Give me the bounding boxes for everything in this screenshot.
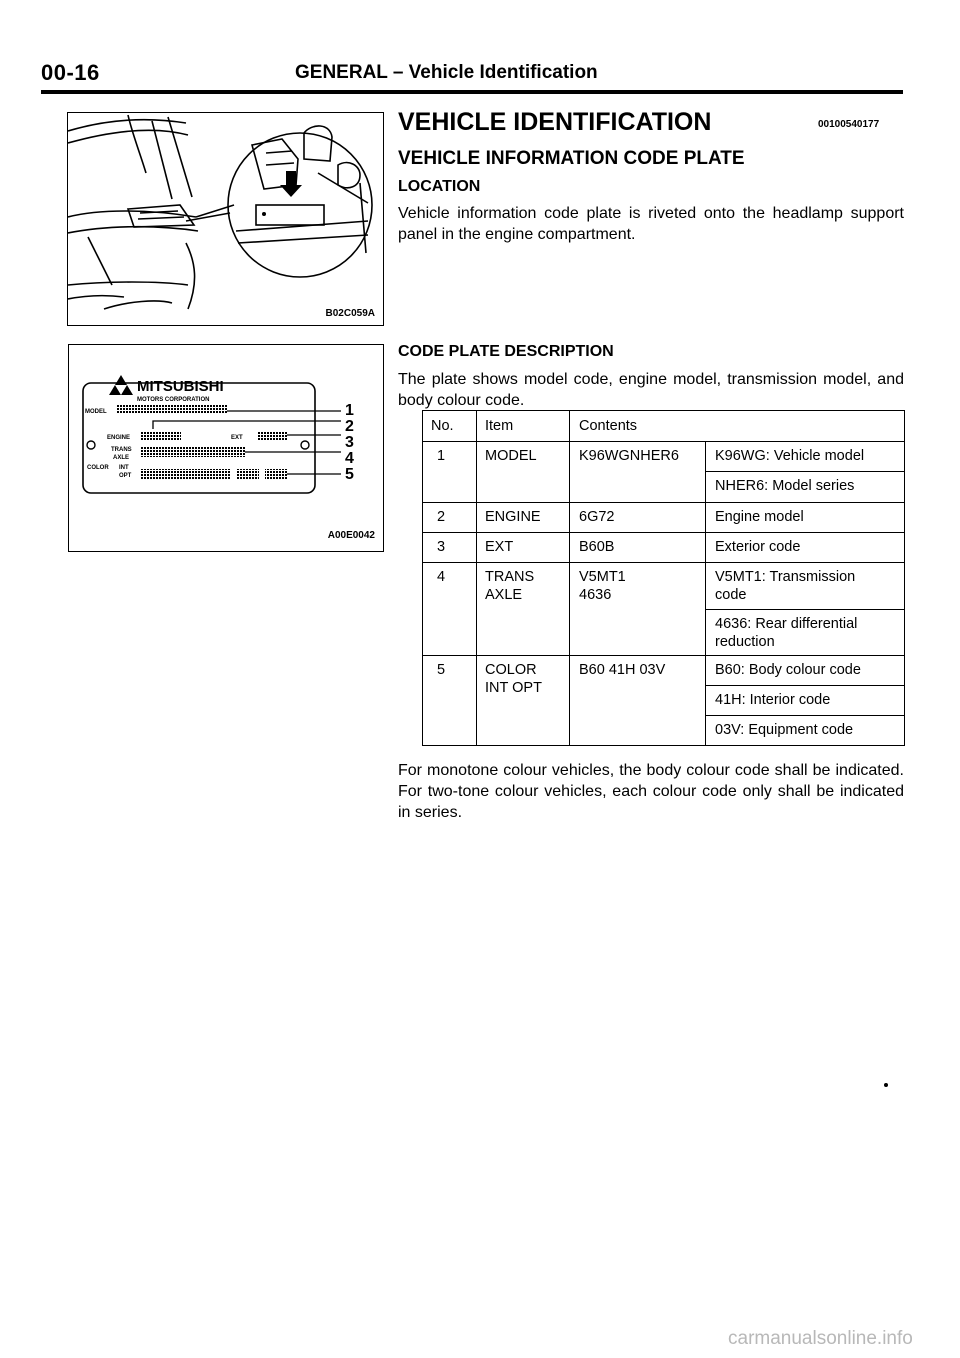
callout-4: 4 <box>345 450 354 467</box>
plate-label-trans: TRANS <box>111 447 132 453</box>
row2-value: 6G72 <box>579 509 615 525</box>
row2-no: 2 <box>437 509 446 525</box>
code-plate-illustration <box>69 345 383 551</box>
row4-no: 4 <box>437 569 446 585</box>
table-header-contents: Contents <box>579 418 638 434</box>
row4-value-line2: 4636 <box>579 587 612 603</box>
row4-desc2-line2: reduction <box>715 634 775 650</box>
callout-3: 3 <box>345 434 354 451</box>
table-header-no: No. <box>431 418 454 434</box>
document-code: 00100540177 <box>818 119 880 130</box>
section-title: VEHICLE IDENTIFICATION <box>398 108 712 136</box>
row3-desc1: Exterior code <box>715 539 801 555</box>
row1-desc2: NHER6: Model series <box>715 478 855 494</box>
location-heading: LOCATION <box>398 178 481 195</box>
row4-item-line2: AXLE <box>485 587 523 603</box>
int-code-block <box>237 469 259 479</box>
location-figure <box>67 112 384 326</box>
row3-value: B60B <box>579 539 615 555</box>
row1-value: K96WGNHER6 <box>579 448 679 464</box>
rivet-icon <box>87 441 95 449</box>
callout-5: 5 <box>345 466 354 483</box>
section-subtitle: VEHICLE INFORMATION CODE PLATE <box>398 148 745 169</box>
plate-label-engine: ENGINE <box>107 435 131 441</box>
table-rule <box>423 562 904 563</box>
engine-code-block <box>141 431 181 441</box>
row4-desc2-line1: 4636: Rear differential <box>715 616 858 632</box>
page-number: 00-16 <box>41 60 100 85</box>
row5-desc3: 03V: Equipment code <box>715 722 854 738</box>
watermark: carmanualsonline.info <box>728 1328 913 1349</box>
table-rule <box>423 502 904 503</box>
plate-label-model: MODEL <box>85 409 107 415</box>
row4-value-line1: V5MT1 <box>579 569 626 585</box>
code-plate-figure <box>68 344 384 552</box>
row5-item-line2: INT OPT <box>485 680 542 696</box>
figure-code: A00E0042 <box>327 530 375 541</box>
row5-value: B60 41H 03V <box>579 662 666 678</box>
table-rule <box>705 471 904 472</box>
row5-item-line1: COLOR <box>485 662 537 678</box>
row2-item: ENGINE <box>485 509 541 525</box>
footer-note: For monotone colour vehicles, the body colour code shall be indicated. For two-tone colour vehicles, each colour code only shall be indicated in series. <box>398 762 904 821</box>
row2-desc1: Engine model <box>715 509 804 525</box>
figure-code: B02C059A <box>325 308 375 319</box>
plate-brand-sub: MOTORS CORPORATION <box>137 397 210 403</box>
row3-no: 3 <box>437 539 446 555</box>
location-text: Vehicle information code plate is riveted onto the headlamp support panel in the engine compartment. <box>398 205 904 243</box>
header-rule <box>41 90 903 94</box>
row4-desc1-line2: code <box>715 587 747 603</box>
callout-1: 1 <box>345 402 354 419</box>
row5-desc2: 41H: Interior code <box>715 692 831 708</box>
table-divider <box>569 411 570 745</box>
row5-desc1: B60: Body colour code <box>715 662 861 678</box>
code-table <box>422 410 905 746</box>
color-code-block <box>141 469 231 479</box>
plate-label-color: COLOR <box>87 465 109 471</box>
description-text: The plate shows model code, engine model, transmission model, and body colour code. <box>398 371 904 409</box>
table-rule <box>423 441 904 442</box>
row1-item: MODEL <box>485 448 537 464</box>
ext-code-block <box>257 431 287 441</box>
row3-item: EXT <box>485 539 514 555</box>
row4-desc1-line1: V5MT1: Transmission <box>715 569 856 585</box>
description-heading: CODE PLATE DESCRIPTION <box>398 343 614 360</box>
table-rule <box>705 685 904 686</box>
plate-label-axle: AXLE <box>113 455 130 461</box>
plate-label-ext: EXT <box>231 435 243 441</box>
model-code-block <box>117 404 227 414</box>
table-header-item: Item <box>485 418 514 434</box>
table-rule <box>705 609 904 610</box>
page-header <box>41 54 903 98</box>
trans-code-block <box>141 447 245 457</box>
table-divider <box>705 441 706 745</box>
mitsubishi-logo <box>109 375 133 395</box>
engine-bay-illustration <box>68 113 383 325</box>
table-rule <box>423 532 904 533</box>
stray-dot <box>884 1083 888 1087</box>
plate-label-int: INT <box>119 465 129 471</box>
plate-brand: MITSUBISHI <box>137 378 224 395</box>
table-divider <box>476 411 477 745</box>
row1-desc1: K96WG: Vehicle model <box>715 448 865 464</box>
row4-item-line1: TRANS <box>485 569 535 585</box>
row1-no: 1 <box>437 448 446 464</box>
row5-no: 5 <box>437 662 446 678</box>
opt-code-block <box>265 469 287 479</box>
rivet-icon <box>301 441 309 449</box>
table-rule <box>423 655 904 656</box>
plate-label-opt: OPT <box>119 473 132 479</box>
running-title: GENERAL – Vehicle Identification <box>295 62 598 83</box>
callout-2: 2 <box>345 418 354 435</box>
table-rule <box>705 715 904 716</box>
